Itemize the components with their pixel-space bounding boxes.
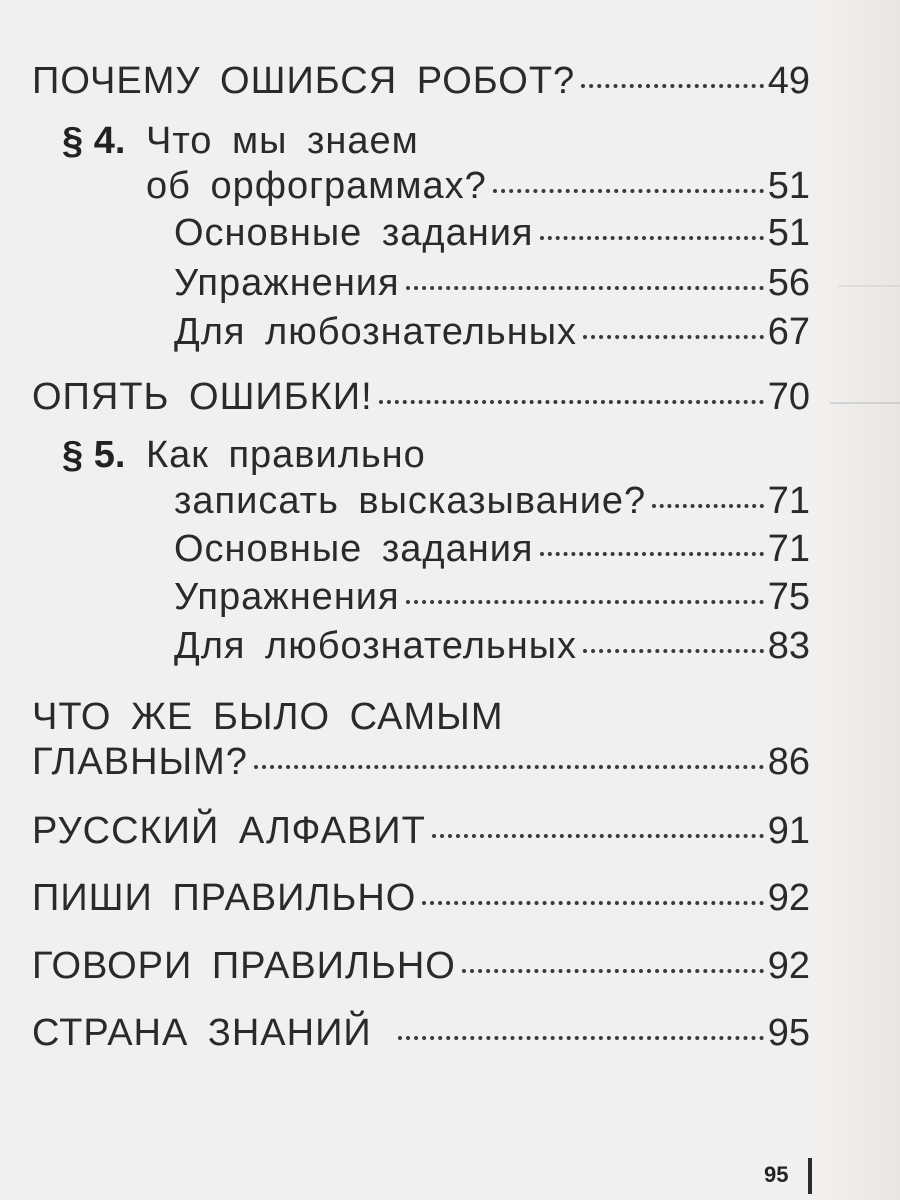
section-title: Что мы знаем: [146, 120, 419, 162]
toc-subentry[interactable]: [174, 627, 810, 665]
leader-dots: [583, 649, 764, 653]
toc-entry-label: ПОЧЕМУ ОШИБСЯ РОБОТ?: [32, 60, 576, 102]
toc-subentry[interactable]: [174, 264, 810, 302]
leader-dots: [406, 600, 764, 604]
leader-dots: [462, 969, 764, 973]
toc-page-number: 56: [767, 262, 810, 304]
toc-entry[interactable]: [32, 812, 810, 850]
toc-page-number: 51: [767, 165, 810, 207]
leader-dots: [398, 1036, 764, 1040]
toc-subentry-label: Для любознательных: [174, 625, 578, 667]
toc-subentry[interactable]: [174, 214, 810, 252]
bleed-through-mark: [830, 402, 900, 404]
toc-page-number: 92: [767, 945, 810, 987]
toc-entry-label: РУССКИЙ АЛФАВИТ: [32, 810, 426, 852]
toc-entry[interactable]: [32, 743, 810, 781]
leader-dots: [406, 286, 764, 290]
leader-dots: [379, 400, 764, 404]
toc-entry[interactable]: [32, 879, 810, 917]
toc-entry[interactable]: [32, 1014, 810, 1052]
leader-dots: [581, 84, 764, 88]
toc-entry-label: СТРАНА ЗНАНИЙ: [32, 1012, 372, 1054]
leader-dots: [254, 765, 764, 769]
toc-entry[interactable]: [174, 482, 810, 520]
toc-entry-label: ГОВОРИ ПРАВИЛЬНО: [32, 945, 456, 987]
toc-page-number: 70: [767, 376, 810, 418]
folio-rule: [808, 1158, 812, 1194]
toc-page-number: 92: [767, 877, 810, 919]
toc-page-number: 49: [767, 60, 810, 102]
toc-subentry-label: Для любознательных: [174, 311, 578, 353]
leader-dots: [432, 834, 764, 838]
toc-page-number: 91: [767, 810, 810, 852]
bleed-through-mark: [838, 285, 900, 287]
leader-dots: [540, 236, 764, 240]
section-title: Как правильно: [146, 434, 426, 476]
toc-subentry[interactable]: [174, 313, 810, 351]
leader-dots: [583, 335, 764, 339]
toc-subentry-label: Упражнения: [174, 576, 400, 618]
section-title-continued: об орфограммах?: [146, 165, 487, 207]
toc-subentry[interactable]: [174, 530, 810, 568]
section-title-continued: записать высказывание?: [174, 480, 647, 522]
toc-entry[interactable]: [32, 62, 810, 100]
toc-entry-label-continued: ГЛАВНЫМ?: [32, 741, 248, 783]
leader-dots: [540, 552, 764, 556]
toc-entry[interactable]: [32, 378, 810, 416]
toc-entry-label: ЧТО ЖЕ БЫЛО САМЫМ: [32, 696, 504, 738]
leader-dots: [422, 901, 763, 905]
toc-page-number: 51: [767, 212, 810, 254]
toc-page-number: 67: [767, 311, 810, 353]
toc-page-number: 86: [767, 741, 810, 783]
toc-page-number: 83: [767, 625, 810, 667]
section-number: § 4.: [62, 120, 126, 162]
toc-entry[interactable]: [32, 947, 810, 985]
page-number: 95: [764, 1162, 789, 1187]
toc-page-number: 71: [767, 480, 810, 522]
toc-entry-label: ОПЯТЬ ОШИБКИ!: [32, 376, 373, 418]
toc-page-number: 71: [767, 528, 810, 570]
toc-subentry[interactable]: [174, 578, 810, 616]
toc-page-number: 95: [767, 1012, 810, 1054]
section-number: § 5.: [62, 434, 126, 476]
toc-subentry-label: Основные задания: [174, 212, 534, 254]
toc-entry[interactable]: [146, 167, 810, 205]
toc-subentry-label: Упражнения: [174, 262, 400, 304]
leader-dots: [493, 189, 764, 193]
leader-dots: [652, 504, 764, 508]
page-edge-shadow: [820, 0, 900, 1200]
toc-page-number: 75: [767, 576, 810, 618]
toc-subentry-label: Основные задания: [174, 528, 534, 570]
toc-entry-label: ПИШИ ПРАВИЛЬНО: [32, 877, 417, 919]
